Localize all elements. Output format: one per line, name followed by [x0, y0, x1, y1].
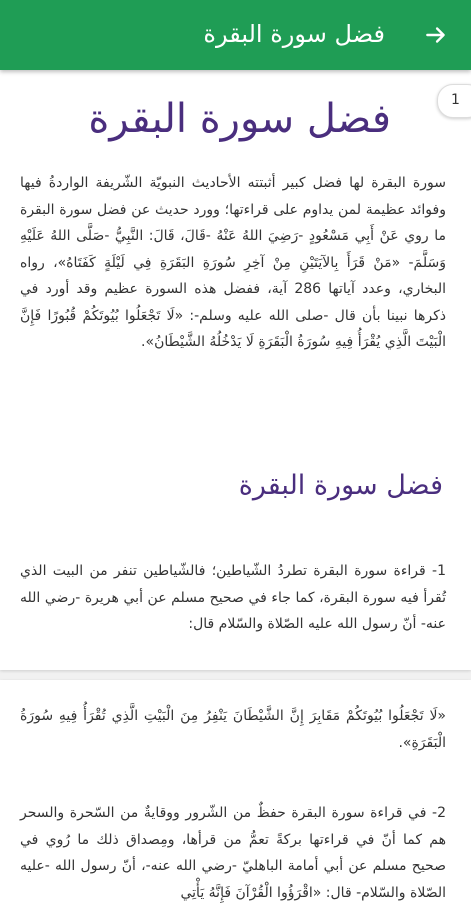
app-bar: [0, 0, 471, 70]
article-heading: فضل سورة البقرة: [88, 96, 391, 142]
arrow-right-icon[interactable]: [419, 18, 453, 52]
intro-paragraph: سورة البقرة لها فضل كبير أثبتته الأحاديث النبويّة الشّريفة الواردةُ فيها وفوائد عظيمة لمن يداوم على قراءتها؛ وورد حديث عن فضل سورة البقرة ما روي عَنْ أَبِي مَسْعُودٍ -رَضِيَ اللهُ عَنْهُ -قَالَ، قَالَ: النَّبِيُّ -صَلَّى اللهُ عَلَيْهِ وَسَلَّمَ- «مَنْ قَرَأَ بِالآيَتَيْنِ مِنْ آخِرِ سُورَةِ البَقَرَةِ فِي لَيْلَةٍ كَفَتَاهُ»، رواه البخاري، وعدد آياتها 286 آية، ففضل هذه السورة عظيم وقد أورد في ذكرها نبينا بأن قال -صلى الله عليه وسلم-: «لَا تَجْعَلُوا بُيُوتَكُمْ قُبُورًا فَإِنَّ الْبَيْتَ الَّذِي يُقْرَأُ فِيهِ سُورَةُ الْبَقَرَةِ لَا يَدْخُلُهُ الشَّيْطَانُ».: [20, 175, 446, 350]
app-bar-title: فضل سورة البقرة: [203, 20, 385, 48]
page-number: 1: [451, 92, 460, 108]
point-2-paragraph: 2- في قراءة سورة البقرة حفظٌ من الشّرور ووقايةٌ من السّحرة والسحر هم كما أنّ في قراءتها بركةً تعمُّ من قرأها، ومِصداق ذلك ما رُوي في صحيح مسلم عن أبي أمامة الباهليّ -رضي الله عنه-، أنّ رسول الله -عليه الصّلاة والسّلام- قال: «اقْرَؤُوا الْقُرْآنَ فَإِنَّهُ يَأْتِي: [20, 805, 446, 901]
quote-paragraph: «لَا تَجْعَلُوا بُيُوتَكُمْ مَقَابِرَ إِنَّ الشَّيْطَانَ يَنْفِرُ مِنَ الْبَيْتِ الَّذِي تُقْرَأُ فِيهِ سُورَةُ الْبَقَرَةِ».: [20, 708, 446, 751]
point-1-paragraph: 1- قراءة سورة البقرة تطردُ الشّياطين؛ فالشّياطين تنفر من البيت الذي تُقرأ فيه سورة البقرة، كما جاء في صحيح مسلم عن أبي هريرة -رضي الله عنه- أنّ رسول الله عليه الصّلاة والسّلام قال:: [20, 563, 446, 632]
page-indicator: [437, 84, 471, 118]
section-subheading: فضل سورة البقرة: [238, 470, 443, 501]
